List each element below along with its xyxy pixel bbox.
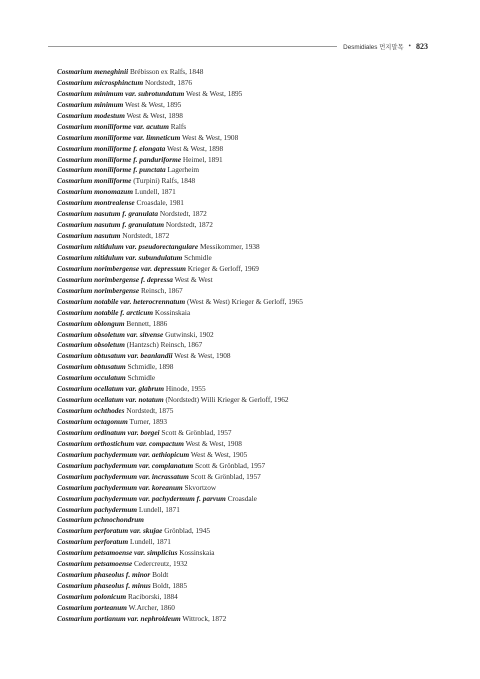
species-name: Cosmarium pachydermum var. aethiopicum <box>57 449 190 459</box>
species-authority: Schmidle <box>127 373 156 383</box>
list-item <box>57 176 440 187</box>
species-name: Cosmarium norimbergense <box>57 285 140 295</box>
species-name: Cosmarium pachydermum var. koreanum <box>57 482 183 492</box>
species-authority: West & West, 1908 <box>174 351 231 361</box>
species-name: Cosmarium minimum var. subrotundatum <box>57 88 185 98</box>
species-name: Cosmarium ocellatum var. glabrum <box>57 384 165 394</box>
list-item <box>57 330 440 341</box>
species-name: Cosmarium nasutum f. granulatum <box>57 220 165 230</box>
species-name: Cosmarium pachydermum <box>57 504 138 514</box>
species-name: Cosmarium phaseolus f. minus <box>57 581 151 591</box>
list-item <box>57 614 440 625</box>
species-name: Cosmarium porteanum <box>57 602 127 612</box>
species-authority: West & West, 1895 <box>125 99 182 109</box>
species-authority: Nordstedt, 1876 <box>145 77 193 87</box>
list-item <box>57 242 440 253</box>
species-name: Cosmarium ocellatum var. notatum <box>57 395 164 405</box>
species-name: Cosmarium orthostichum var. compactum <box>57 438 184 448</box>
species-authority: Bennett, 1886 <box>126 318 168 328</box>
list-item <box>57 515 440 526</box>
list-item <box>57 165 440 176</box>
species-name: Cosmarium nasutum f. granulata <box>57 209 158 219</box>
list-item <box>57 417 440 428</box>
species-authority: Kossinskaia <box>179 548 215 558</box>
species-authority: Heimel, 1891 <box>182 154 223 164</box>
species-authority: Scott & Grönblad, 1957 <box>195 460 266 470</box>
species-name: Cosmarium notabile f. arcticum <box>57 307 154 317</box>
species-authority: West & West, 1908 <box>181 132 239 142</box>
species-name: Cosmarium pchnochondrum <box>57 515 144 525</box>
species-authority: Schmidle, 1898 <box>127 362 174 372</box>
species-authority: Nordstedt, 1872 <box>159 209 207 219</box>
species-name: Cosmarium phaseolus f. minor <box>57 570 151 580</box>
species-authority: Brébisson ex Ralfs, 1848 <box>130 67 204 76</box>
list-item <box>57 548 440 559</box>
list-item <box>57 570 440 581</box>
list-item <box>57 187 440 198</box>
species-authority: Boldt <box>152 570 169 580</box>
species-authority: West & West <box>174 274 213 284</box>
list-item <box>57 100 440 111</box>
section-title: Desmidiales 먼지말목 <box>343 43 404 51</box>
species-name: Cosmarium octagonum <box>57 417 128 426</box>
list-item <box>57 603 440 614</box>
species-name: Cosmarium microsphinctum <box>57 77 144 87</box>
species-name: Cosmarium portianum var. nephroideum <box>57 613 181 623</box>
species-authority: Croasdale, 1981 <box>136 198 184 208</box>
list-item <box>57 559 440 570</box>
list-item <box>57 297 440 308</box>
species-authority: Ralfs <box>170 121 187 131</box>
list-item <box>57 526 440 537</box>
species-authority: Grönblad, 1945 <box>164 526 211 536</box>
species-authority: West & West, 1905 <box>190 449 248 459</box>
species-name: Cosmarium norimbergense var. depressum <box>57 263 186 273</box>
species-authority: Boldt, 1885 <box>152 581 187 591</box>
species-authority: West & West, 1895 <box>186 88 243 98</box>
species-name: Cosmarium montrealense <box>57 198 135 208</box>
species-authority: (West & West) Krieger & Gerloff, 1965 <box>186 296 303 306</box>
species-authority: W.Archer, 1860 <box>128 602 175 612</box>
list-item <box>57 144 440 155</box>
list-item <box>57 122 440 133</box>
species-authority: West & West, 1898 <box>166 143 224 153</box>
list-item <box>57 592 440 603</box>
species-name: Cosmarium moniliforme <box>57 176 132 186</box>
species-name: Cosmarium obtusatum <box>57 362 126 372</box>
list-item <box>57 461 440 472</box>
list-item <box>57 89 440 100</box>
species-name: Cosmarium perforatum <box>57 537 129 547</box>
species-name: Cosmarium pachydermum var. complanatum <box>57 460 194 470</box>
list-item <box>57 472 440 483</box>
species-name: Cosmarium notabile var. heterocrennatum <box>57 296 186 306</box>
species-name: Cosmarium nitidulum var. pseudorectangulare <box>57 242 199 251</box>
species-name: Cosmarium obsoletum <box>57 340 125 350</box>
species-name: Cosmarium nasutum <box>57 231 121 241</box>
species-name: Cosmarium occulatum <box>57 373 126 383</box>
list-item <box>57 483 440 494</box>
species-name: Cosmarium moniliforme f. punctata <box>57 165 166 175</box>
list-item <box>57 319 440 330</box>
list-item <box>57 428 440 439</box>
species-name: Cosmarium nitidulum var. subundulatum <box>57 252 183 262</box>
species-name: Cosmarium minimum <box>57 99 124 109</box>
species-authority: (Turpini) Ralfs, 1848 <box>133 176 196 186</box>
list-item <box>57 198 440 209</box>
list-item <box>57 351 440 362</box>
species-authority: Skvortzow <box>184 482 217 492</box>
list-item <box>57 340 440 351</box>
species-authority: Croasdale <box>227 493 257 503</box>
list-item <box>57 286 440 297</box>
species-authority: Scott & Grönblad, 1957 <box>161 427 232 437</box>
list-item <box>57 220 440 231</box>
list-item <box>57 537 440 548</box>
list-item <box>57 209 440 220</box>
species-authority: Kossinskaia <box>154 307 191 317</box>
species-authority: Nordstedt, 1872 <box>122 231 170 241</box>
species-name: Cosmarium norimbergense f. depressa <box>57 274 173 284</box>
list-item <box>57 581 440 592</box>
species-authority: Reinsch, 1867 <box>140 285 183 295</box>
species-authority: Nordstedt, 1872 <box>165 220 213 230</box>
species-authority: Hinode, 1955 <box>165 384 206 394</box>
species-name: Cosmarium monomazum <box>57 187 134 197</box>
header-rule <box>48 46 337 47</box>
list-item <box>57 362 440 373</box>
species-authority: Lundell, 1871 <box>138 504 180 514</box>
list-item <box>57 395 440 406</box>
species-authority: Cedercreutz, 1932 <box>134 559 188 569</box>
list-item <box>57 253 440 264</box>
list-item <box>57 450 440 461</box>
species-name: Cosmarium moniliforme var. limneticum <box>57 132 181 142</box>
list-item <box>57 155 440 166</box>
species-name: Cosmarium pachydermum var. pachydermum f. parvum <box>57 493 226 503</box>
species-authority: Lundell, 1871 <box>130 537 171 547</box>
species-name: Cosmarium moniliforme f. panduriforme <box>57 154 182 164</box>
list-item <box>57 406 440 417</box>
list-item <box>57 384 440 395</box>
species-name: Cosmarium perforatum var. skujae <box>57 526 163 536</box>
species-name: Cosmarium obtusatum var. beanlandii <box>57 351 173 361</box>
list-item <box>57 67 440 78</box>
species-name: Cosmarium ochthodes <box>57 406 125 416</box>
species-authority: Turner, 1893 <box>129 417 168 426</box>
species-name: Cosmarium ordinatum var. borgei <box>57 427 160 437</box>
list-item <box>57 494 440 505</box>
species-name: Cosmarium modestum <box>57 110 125 120</box>
list-item <box>57 439 440 450</box>
species-name: Cosmarium petsamoense var. simplicius <box>57 548 178 558</box>
species-authority: Messikommer, 1938 <box>199 242 260 251</box>
page-number: 823 <box>416 41 428 51</box>
list-item <box>57 231 440 242</box>
species-authority: (Nordstedt) Willi Krieger & Gerloff, 1962 <box>165 395 289 405</box>
list-item <box>57 264 440 275</box>
species-authority: West & West, 1908 <box>185 438 242 448</box>
species-authority: Wittrock, 1872 <box>182 613 227 623</box>
species-name: Cosmarium moniliforme var. acutum <box>57 121 169 131</box>
species-name: Cosmarium obsoletum var. sitvense <box>57 329 164 339</box>
species-name: Cosmarium pachydermum var. incrassatum <box>57 471 189 481</box>
species-name: Cosmarium moniliforme f. elongata <box>57 143 166 153</box>
species-authority: Lagerheim <box>167 165 200 175</box>
list-item <box>57 133 440 144</box>
running-header <box>48 40 428 52</box>
species-authority: Nordstedt, 1875 <box>126 406 174 416</box>
list-item <box>57 373 440 384</box>
species-authority: West & West, 1898 <box>126 110 183 120</box>
species-list <box>57 67 440 625</box>
species-authority: Schmidle <box>184 252 212 262</box>
species-authority: Raciborski, 1884 <box>127 592 178 601</box>
species-name: Cosmarium polonicum <box>57 592 127 601</box>
species-authority: Gutwinski, 1902 <box>165 329 214 339</box>
list-item <box>57 78 440 89</box>
species-authority: (Hantzsch) Reinsch, 1867 <box>126 340 203 350</box>
list-item <box>57 275 440 286</box>
species-name: Cosmarium meneghinii <box>57 67 129 76</box>
species-authority: Krieger & Gerloff, 1969 <box>187 263 259 273</box>
list-item <box>57 308 440 319</box>
species-authority: Scott & Grönblad, 1957 <box>190 471 261 481</box>
bullet-icon: • <box>408 42 411 50</box>
species-name: Cosmarium oblongum <box>57 318 125 328</box>
species-name: Cosmarium petsamoense <box>57 559 133 569</box>
list-item <box>57 505 440 516</box>
list-item <box>57 111 440 122</box>
species-authority: Lundell, 1871 <box>134 187 176 197</box>
